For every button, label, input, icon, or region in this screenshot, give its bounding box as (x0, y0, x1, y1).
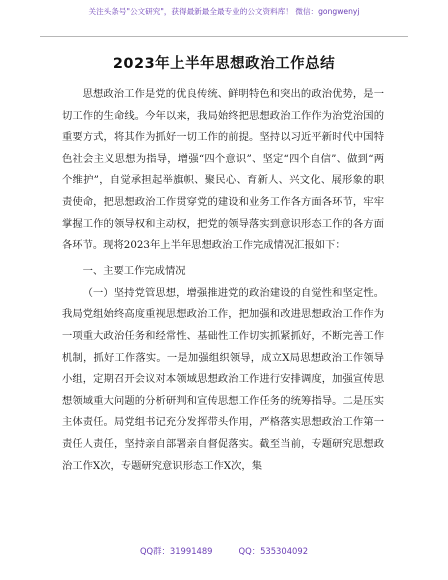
document-body (62, 84, 384, 477)
qq-label: QQ：535304092 (238, 546, 309, 556)
document-title: 2023年上半年思想政治工作总结 (112, 56, 336, 72)
subsection-paragraph: （一）坚持党管思想，增强推进党的政治建设的自觉性和坚定性。我局党组始终高度重视思想政治工作，把加强和改进思想政治工作作为一项重大政治任务和经常性、基础性工作切实抓紧抓好，不断完善工作机制，抓好工作落实。一是加强组织领导，成立X局思想政治工作领导小组，定期召开会议对本领域思想政治工作进行安排调度，加强宣传思想领域重大问题的分析研判和宣传思想工作任务的统筹指导。二是压实主体责任。局党组书记充分发挥带头作用，严格落实思想政治工作第一责任人责任，坚持亲自部署亲自督促落实。截至当前，专题研究思想政治工作X次，专题研究意识形态工作X次，集 (62, 286, 384, 472)
qq-group-label: QQ群：31991489 (139, 546, 213, 556)
intro-paragraph: 思想政治工作是党的优良传统、鲜明特色和突出的政治优势，是一切工作的生命线。今年以来，我局始终把思想政治工作作为治党治国的重要方式，将其作为抓好一切工作的前提。坚持以习近平新时代中国特色社会主义思想为指导，增强“四个意识”、坚定“四个自信”、做到“两个维护”，自觉承担起举旗帜、聚民心、育新人、兴文化、展形象的职责使命，把思想政治工作贯穿党的建设和业务工作各方面各环节，牢牢掌握工作的领导权和主动权，把党的领导落实到意识形态工作的各方面各环节。现将2023年上半年思想政治工作完成情况汇报如下： (62, 88, 384, 252)
header-banner: 关注头条号"公文研究"，获得最新最全最专业的公文资料库！ 微信：gongwenyj (88, 7, 360, 16)
section-heading: 一、主要工作完成情况 (82, 264, 186, 277)
footer-contacts (40, 545, 408, 557)
header-divider (40, 36, 408, 37)
